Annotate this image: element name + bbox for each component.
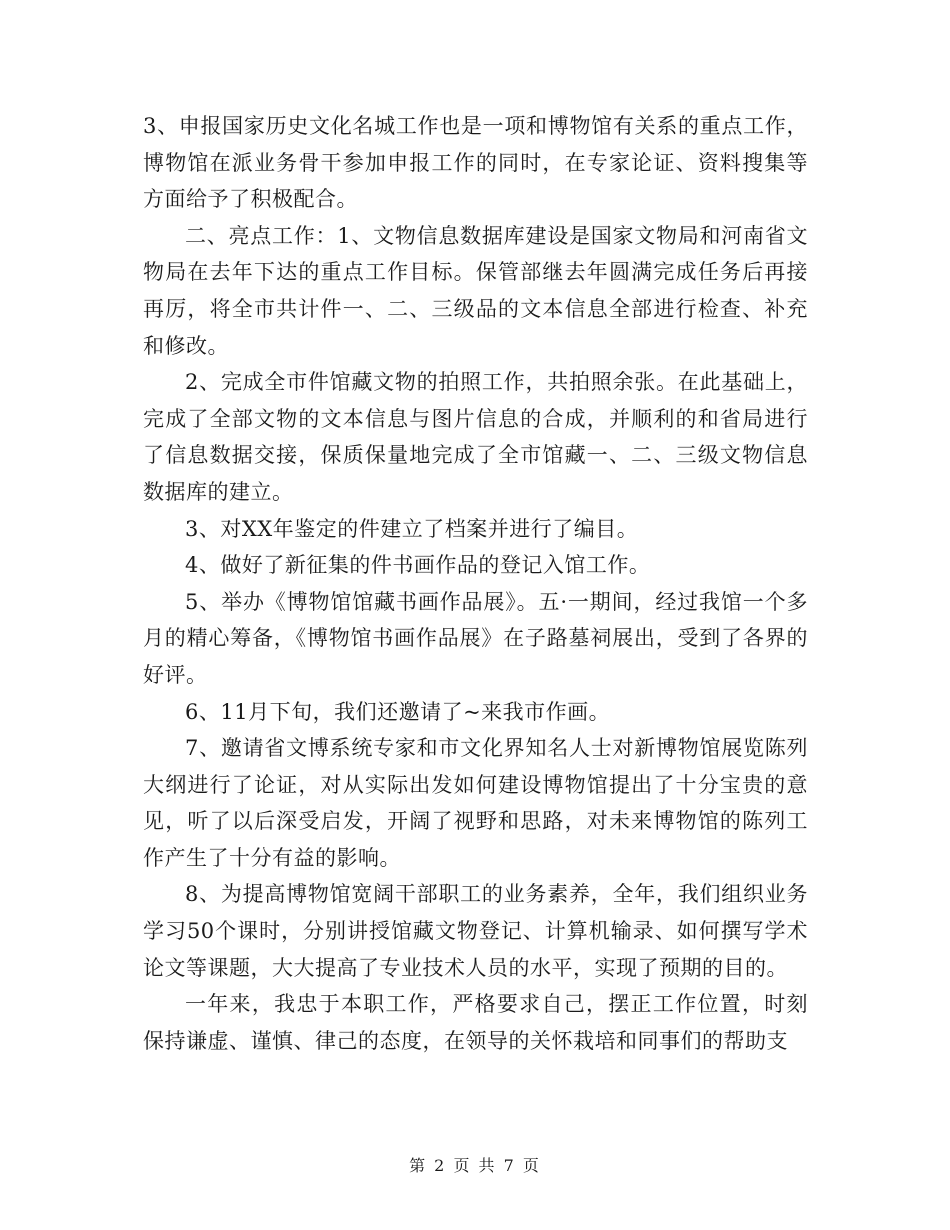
- page-number-label: 第 2 页 共 7 页: [409, 1156, 541, 1175]
- paragraph: 一年来，我忠于本职工作，严格要求自己，摆正工作位置，时刻保持谦虚、谨慎、律己的态度，在领导的关怀栽培和同事们的帮助支: [143, 992, 808, 1053]
- paragraph: 6、11月下旬，我们还邀请了~来我市作画。: [185, 699, 611, 724]
- paragraph: 7、邀请省文博系统专家和市文化界知名人士对新博物馆展览陈列大纲进行了论证，对从实际出发如何建设博物馆提出了十分宝贵的意见，听了以后深受启发，开阔了视野和思路，对未来博物馆的陈列工作产生了十分有益的影响。: [143, 736, 808, 870]
- paragraph: 3、申报国家历史文化名城工作也是一项和博物馆有关系的重点工作，博物馆在派业务骨干参加申报工作的同时，在专家论证、资料搜集等方面给予了积极配合。: [143, 114, 808, 212]
- document-body: [143, 108, 808, 1059]
- paragraph: 3、对XX年鉴定的件建立了档案并进行了编目。: [185, 516, 639, 541]
- paragraph: 5、举办《博物馆馆藏书画作品展》。五·一期间，经过我馆一个多月的精心筹备，《博物馆书画作品展》在子路墓祠展出，受到了各界的好评。: [143, 589, 808, 687]
- page-footer: [0, 1153, 950, 1176]
- paragraph: 2、完成全市件馆藏文物的拍照工作，共拍照余张。在此基础上，完成了全部文物的文本信息与图片信息的合成，并顺利的和省局进行了信息数据交接，保质保量地完成了全市馆藏一、二、三级文物信息数据库的建立。: [143, 370, 808, 504]
- paragraph: 二、亮点工作：1、文物信息数据库建设是国家文物局和河南省文物局在去年下达的重点工作目标。保管部继去年圆满完成任务后再接再厉，将全市共计件一、二、三级品的文本信息全部进行检查、补充和修改。: [143, 223, 808, 358]
- paragraph: 4、做好了新征集的件书画作品的登记入馆工作。: [185, 553, 651, 578]
- paragraph: 8、为提高博物馆宽阔干部职工的业务素养，全年，我们组织业务学习50个课时，分别讲授馆藏文物登记、计算机输录、如何撰写学术论文等课题，大大提高了专业技术人员的水平，实现了预期的目的。: [143, 882, 808, 980]
